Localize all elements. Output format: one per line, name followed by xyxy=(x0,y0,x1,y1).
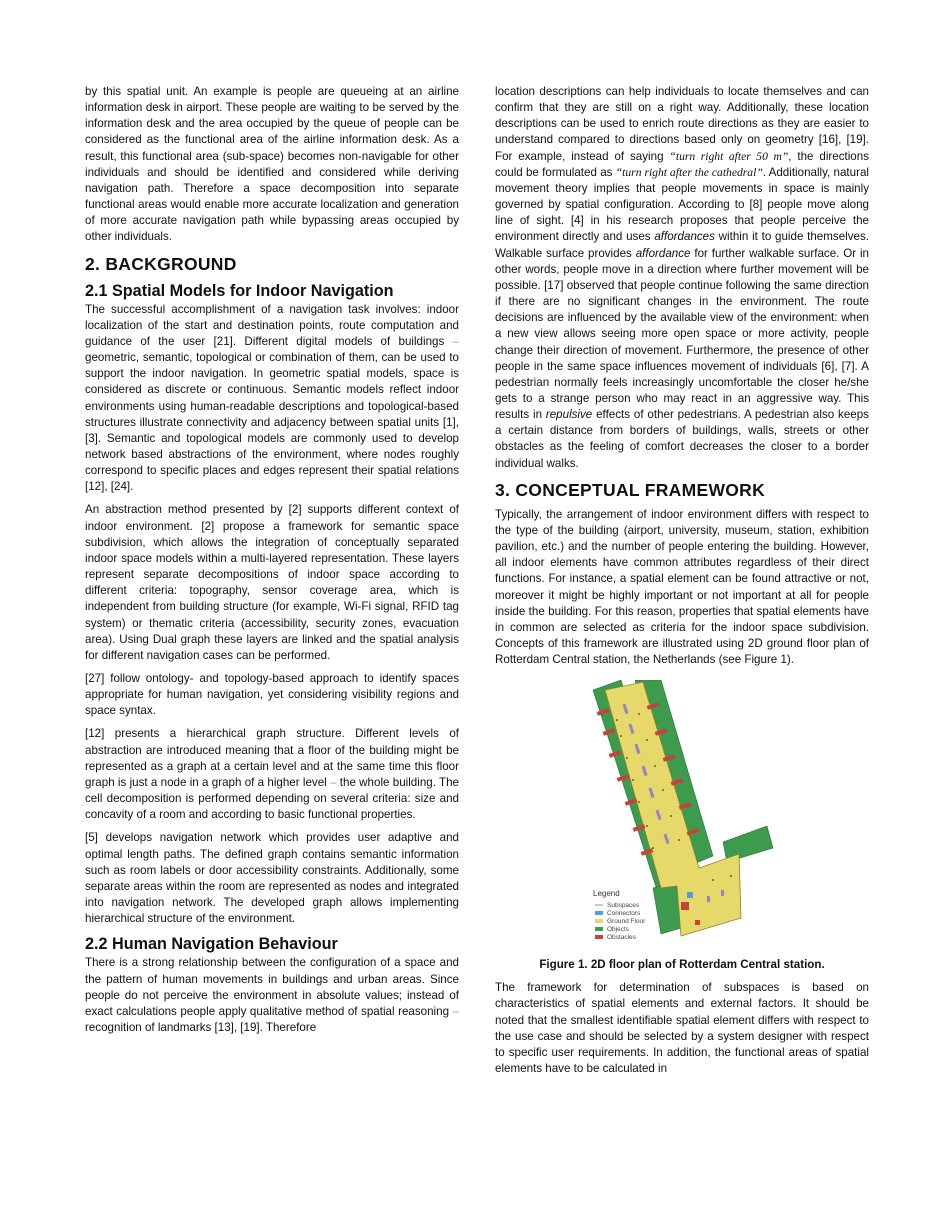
text-run: location descriptions can help individuals to locate themselves and can confirm that they are still on a right way. Additionally, these location descriptions can be used to enrich route directions as they are easier to understand compared to directions based only on geometry [16], [19]. For example, instead of saying xyxy=(495,85,869,163)
text-run: There is a strong relationship between the configuration of a space and the pattern of human movements in buildings and urban areas. Since people do not perceive the environment in absolute values; instead of exact calculations people apply qualitative method of spatial reasoning xyxy=(85,956,459,1018)
subspace xyxy=(721,890,724,896)
dot xyxy=(654,765,656,767)
emphasis: affordance xyxy=(635,246,691,260)
spatial-models-paragraph xyxy=(85,302,459,496)
left-column xyxy=(85,84,459,1036)
legend-item-ground-floor: Ground Floor xyxy=(607,918,646,926)
section-heading-background: 2. BACKGROUND xyxy=(85,253,237,274)
legend-title: Legend xyxy=(593,889,620,899)
text-run: geometric, semantic, topological or combination of them, can be used to support the indoor navigation. In geometric spatial models, space is considered as discrete or continuous. Semantic models reflect indoor environments using human-readable descriptions and topological-based structures illustrate connectivity and adjacency between spatial units [1], [3]. Semantic and topological models are commonly used to develop network based abstractions of the environment, where nodes roughly correspond to specific places and edges represent their spatial relations [12], [24]. xyxy=(85,351,459,494)
right-column xyxy=(495,84,869,1077)
quote: “turn right after 50 m” xyxy=(669,149,789,163)
dot xyxy=(620,735,622,737)
dot xyxy=(638,801,640,803)
legend xyxy=(593,889,646,941)
quote: “turn right after the cathedral” xyxy=(615,165,763,179)
legend-obstacles-swatch xyxy=(595,935,603,939)
emphasis: repulsive xyxy=(545,408,593,422)
intro-paragraph: by this spatial unit. An example is people are queueing at an airline information desk in airport. These people are waiting to be served by the information desk and the area occupied by the queue of people can be considered as the functional area of the airline information desk. As a result, this functional area (sub-space) becomes non-navigable for other individuals and should be identified and considered while deriving navigation path. Therefore a space decomposition into separate functional areas would enable more accurate localization and generation of more accurate navigation path while bypassing areas occupied by other individuals. xyxy=(85,85,459,244)
legend-connectors-swatch xyxy=(595,911,603,915)
dash: – xyxy=(452,334,459,348)
subsection-heading-spatial-models: 2.1 Spatial Models for Indoor Navigation xyxy=(85,281,394,300)
text-run: . Additionally, natural movement theory implies that people movements in space is mainly governed by spatial configuration. According to [8] people move along line of sight. [4] in his research proposes that people perceive the environment directly and uses xyxy=(495,165,869,244)
dot xyxy=(646,739,648,741)
text-run: for further walkable surface. Or in other words, people move in a direction where further movement will be possible. [17] observed that people continue following the same direction if there are no significant changes in the environment. The route decisions are influenced by the available view of the environment: when a new view allows seeing more open space or more activity, people change their direction of movement. Furthermore, the presence of other people in the same space influences movement of individuals [6], [7]. A pedestrian normally feels increasingly uncomfortable the closer he/she gets to a strange person who may react in an aggressive way. This results in xyxy=(495,246,869,422)
obstacle xyxy=(681,902,689,910)
legend-item-objects: Objects xyxy=(607,926,630,934)
legend-ground-floor-swatch xyxy=(595,919,603,923)
figure-floor-plan xyxy=(495,676,869,946)
text-run: [12] presents a hierarchical graph structure. Different levels of abstraction are introduced meaning that a floor of the building might be represented as a graph at a certain level and at the same time this floor graph is just a node in a graph of a higher level xyxy=(85,727,459,789)
navigation-network-paragraph: [5] develops navigation network which provides user adaptive and optimal length paths. The defined graph contains semantic information such as room labels or door accessibility constraints. Additionally, some separate areas within the room are represented as nodes and integrated into navigation network. The developed graph allows implementing hierarchical structure of the environment. xyxy=(85,831,459,926)
subsection-heading-behaviour: 2.2 Human Navigation Behaviour xyxy=(85,935,338,954)
obstacle xyxy=(695,920,700,925)
location-descriptions-paragraph xyxy=(495,84,869,472)
dot xyxy=(626,757,628,759)
emphasis: affordances xyxy=(654,230,715,244)
legend-item-subspaces: Subspaces xyxy=(607,902,640,910)
dot xyxy=(670,815,672,817)
section-heading-framework: 3. CONCEPTUAL FRAMEWORK xyxy=(495,479,766,500)
text-run: The successful accomplishment of a navigation task involves: indoor localization of the start and destination points, route computation and guidance of the user [21]. Different digital models of buildings xyxy=(85,302,459,348)
dot xyxy=(652,847,654,849)
ontology-paragraph: [27] follow ontology- and topology-based approach to identify spaces appropriate for human navigation, yet considering visibility regions and space syntax. xyxy=(85,672,459,718)
dot xyxy=(638,713,640,715)
legend-item-connectors: Connectors xyxy=(607,910,641,918)
legend-item-obstacles: Obstacles xyxy=(607,934,636,942)
text-run: effects of other pedestrians. A pedestrian also keeps a certain distance from borders of buildings, walls, streets or other obstacles as the feeling of comfort decreases the closer to a border individual walks. xyxy=(495,408,869,470)
framework-paragraph: Typically, the arrangement of indoor environment differs with respect to the type of the building (airport, university, museum, station, exhibition pavilion, etc.) and the number of people entering the building. However, all indoor elements have common attributes regardless of their direct functions. For instance, a spatial element can be found attractive or not, moreover it might be highly important or not important at all for people inside the building. For this reason, properties that spatial elements have in common are selected as criteria for the indoor space subdivision. Concepts of this framework are illustrated using 2D ground floor plan of Rotterdam Central station, the Netherlands (see Figure 1). xyxy=(495,507,869,667)
dot xyxy=(678,839,680,841)
dash: – xyxy=(330,775,337,789)
text-run: , the directions could be formulated as xyxy=(495,149,869,179)
dot xyxy=(632,779,634,781)
figure-caption: Figure 1. 2D floor plan of Rotterdam Central station. xyxy=(539,958,825,972)
dot xyxy=(662,789,664,791)
text-run: within it to guide themselves. Walkable surface provides xyxy=(495,230,869,260)
text-run: recognition of landmarks [13], [19]. Therefore xyxy=(85,1020,317,1034)
subspace-determination-paragraph: The framework for determination of subspaces is based on characteristics of spatial elements and external factors. It should be noted that the smallest identifiable spatial element differs with respect to the use case and should be selected by a system designer with respect to specific user requirements. In addition, the functional areas of spatial elements have to be calculated in xyxy=(495,981,869,1076)
dot xyxy=(730,875,732,877)
behaviour-paragraph xyxy=(85,955,459,1036)
dot xyxy=(646,825,648,827)
dot xyxy=(616,719,618,721)
text-run: the whole building. The cell decomposition is performed depending on several criteria: size and concavity of a room and according to basic functional properties. xyxy=(85,775,460,822)
abstraction-paragraph: An abstraction method presented by [2] supports different context of indoor environment. [2] propose a framework for semantic space subdivision, which allows the integration of conceptually separated indoor space models within a multi-layered representation. These layers represent separate decompositions of indoor space according to different criteria: topography, sensor coverage area, which is independent from building structure (for example, Wi-Fi signal, RFID tag system) or thematic criteria (accessibility, security zones, evacuation area). Using Dual graph these layers are linked and the spatial analysis for different navigation cases can be performed. xyxy=(85,503,459,662)
connector xyxy=(687,892,693,898)
floor-plan-image xyxy=(591,680,775,946)
hierarchical-graph-paragraph xyxy=(85,726,459,823)
dot xyxy=(712,879,714,881)
subspace xyxy=(707,896,710,902)
legend-objects-swatch xyxy=(595,927,603,931)
dash: – xyxy=(452,1004,459,1018)
